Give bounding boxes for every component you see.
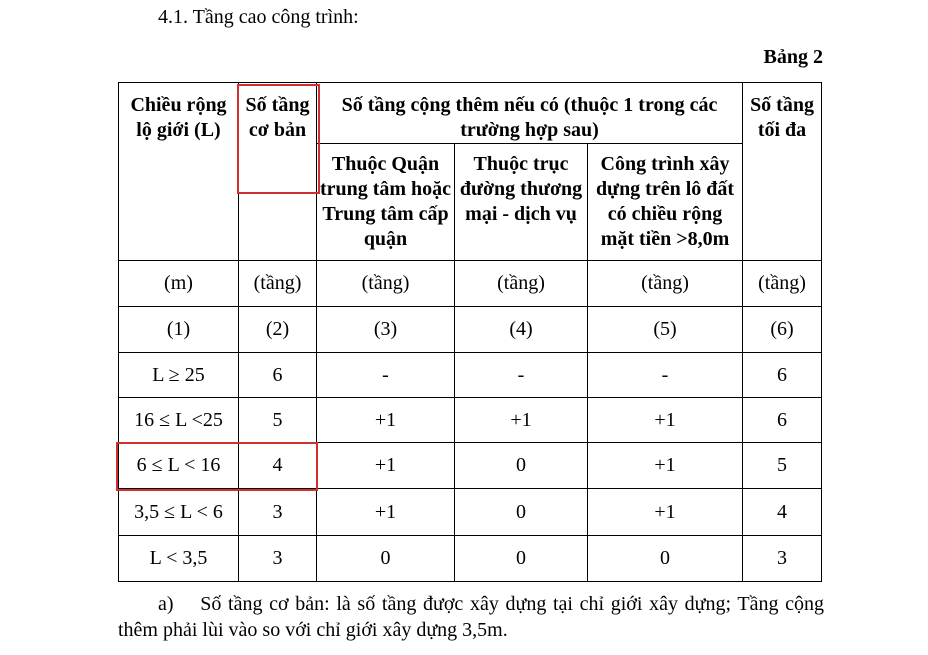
base-floors-cell: 3 <box>239 489 317 536</box>
header-extra-floors: Số tầng cộng thêm nếu có (thuộc 1 trong các trường hợp sau) <box>317 83 743 144</box>
column-number-cell: (2) <box>239 307 317 353</box>
extra-frontage-cell: +1 <box>588 443 743 489</box>
max-floors-cell: 3 <box>743 536 822 582</box>
extra-commercial-cell: +1 <box>455 398 588 443</box>
road-width-cell: 3,5 ≤ L < 6 <box>119 489 239 536</box>
extra-central-cell: 0 <box>317 536 455 582</box>
base-floors-cell: 3 <box>239 536 317 582</box>
header-wide-frontage: Công trình xây dựng trên lô đất có chiều rộng mặt tiền >8,0m <box>588 144 743 261</box>
unit-cell: (tầng) <box>588 261 743 307</box>
extra-commercial-cell: 0 <box>455 536 588 582</box>
footnote-paragraph <box>118 591 824 643</box>
table-row <box>119 443 822 489</box>
column-number-cell: (1) <box>119 307 239 353</box>
header-max-floors: Số tầng tối đa <box>743 83 822 261</box>
header-road-width: Chiều rộng lộ giới (L) <box>119 83 239 261</box>
footnote-text: Số tầng cơ bản: là số tầng được xây dựng tại chỉ giới xây dựng; Tầng cộng thêm phải lùi vào so với chỉ giới xây dựng 3,5m. <box>118 593 824 641</box>
extra-frontage-cell: +1 <box>588 489 743 536</box>
column-number-row <box>119 307 822 353</box>
max-floors-cell: 6 <box>743 398 822 443</box>
section-heading: 4.1. Tầng cao công trình: <box>158 6 359 28</box>
table-row <box>119 536 822 582</box>
column-number-cell: (3) <box>317 307 455 353</box>
max-floors-cell: 4 <box>743 489 822 536</box>
base-floors-cell: 5 <box>239 398 317 443</box>
column-number-cell: (4) <box>455 307 588 353</box>
extra-commercial-cell: - <box>455 353 588 398</box>
unit-cell: (tầng) <box>743 261 822 307</box>
extra-central-cell: - <box>317 353 455 398</box>
table-label: Bảng 2 <box>763 46 823 68</box>
column-number-cell: (5) <box>588 307 743 353</box>
table-row <box>119 398 822 443</box>
table-row <box>119 353 822 398</box>
unit-cell: (tầng) <box>455 261 588 307</box>
header-central-district: Thuộc Quận trung tâm hoặc Trung tâm cấp quận <box>317 144 455 261</box>
extra-central-cell: +1 <box>317 489 455 536</box>
header-base-floors: Số tầng cơ bản <box>239 83 317 261</box>
extra-central-cell: +1 <box>317 443 455 489</box>
max-floors-cell: 5 <box>743 443 822 489</box>
road-width-cell: 6 ≤ L < 16 <box>119 443 239 489</box>
units-row <box>119 261 822 307</box>
table-row <box>119 489 822 536</box>
road-width-cell: L < 3,5 <box>119 536 239 582</box>
extra-frontage-cell: - <box>588 353 743 398</box>
extra-frontage-cell: +1 <box>588 398 743 443</box>
unit-cell: (m) <box>119 261 239 307</box>
extra-commercial-cell: 0 <box>455 443 588 489</box>
base-floors-cell: 4 <box>239 443 317 489</box>
unit-cell: (tầng) <box>317 261 455 307</box>
extra-commercial-cell: 0 <box>455 489 588 536</box>
header-commercial-axis: Thuộc trục đường thương mại - dịch vụ <box>455 144 588 261</box>
road-width-cell: 16 ≤ L <25 <box>119 398 239 443</box>
unit-cell: (tầng) <box>239 261 317 307</box>
extra-central-cell: +1 <box>317 398 455 443</box>
column-number-cell: (6) <box>743 307 822 353</box>
footnote-marker: a) <box>158 593 174 615</box>
floor-height-table <box>118 82 822 582</box>
max-floors-cell: 6 <box>743 353 822 398</box>
road-width-cell: L ≥ 25 <box>119 353 239 398</box>
base-floors-cell: 6 <box>239 353 317 398</box>
extra-frontage-cell: 0 <box>588 536 743 582</box>
